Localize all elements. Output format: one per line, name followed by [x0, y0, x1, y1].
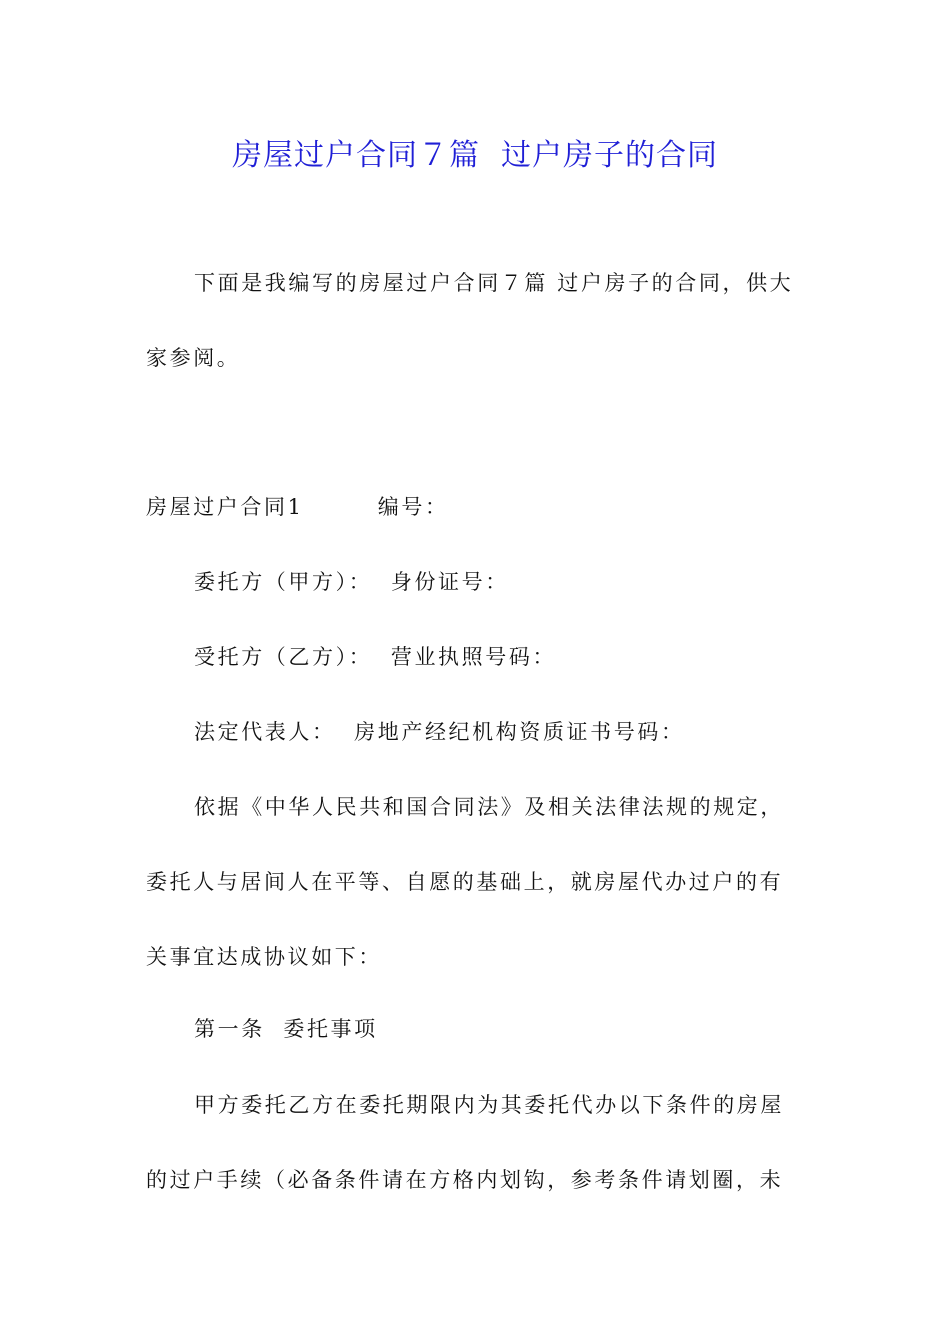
- document-title: 房屋过户合同７篇 过户房子的合同: [231, 138, 719, 173]
- article-one-body: 甲方委托乙方在委托期限内为其委托代办以下条件的房屋的过户手续（必备条件请在方格内划钩，参考条件请划圈，未: [146, 1093, 784, 1192]
- basis-paragraph: 依据《中华人民共和国合同法》及相关法律法规的规定，委托人与居间人在平等、自愿的基础上，就房屋代办过户的有关事宜达成协议如下：: [146, 795, 784, 969]
- principal-party-line: 委托方（甲方）： 身份证号：: [194, 570, 509, 594]
- article-one-heading: 第一条 委托事项: [194, 1017, 378, 1041]
- legal-representative-line: 法定代表人： 房地产经纪机构资质证书号码：: [194, 720, 685, 744]
- agent-party-line: 受托方（乙方）： 营业执照号码：: [194, 645, 557, 669]
- intro-paragraph: 下面是我编写的房屋过户合同７篇 过户房子的合同，供大家参阅。: [146, 271, 794, 370]
- contract-heading: 房屋过户合同1 编号：: [146, 495, 449, 519]
